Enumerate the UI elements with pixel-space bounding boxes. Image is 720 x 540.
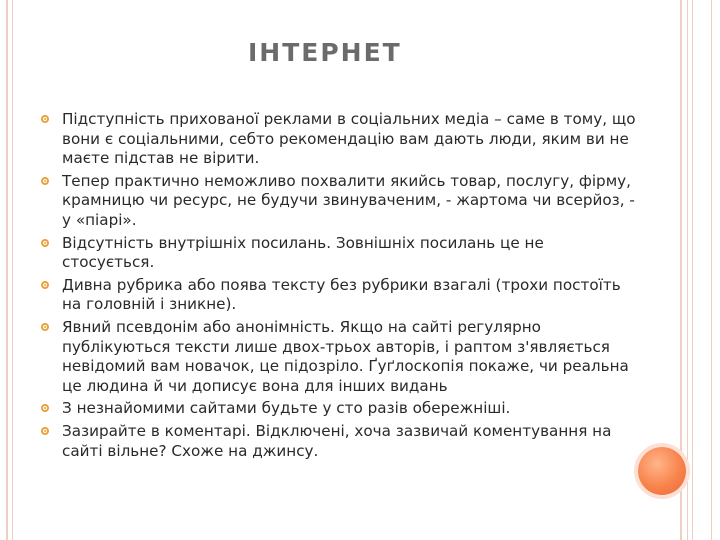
right-border-line [692,0,693,540]
bullet-item [38,172,638,231]
bullet-circle-icon [41,239,49,247]
bullet-circle-icon [41,404,49,412]
bullet-text: Дивна рубрика або поява тексту без рубрики взагалі (трохи постоїть на головній і зникне). [62,275,621,314]
decorative-orange-circle-icon [638,447,686,495]
bullet-text: З незнайомими сайтами будьте у сто разів обережніші. [62,399,511,418]
right-border-line-outer [711,0,712,540]
bullet-item [38,422,638,461]
bullet-circle-icon [41,323,49,331]
bullet-text: Явний псевдонім або анонімність. Якщо на сайті регулярно публікуються тексти лише двох-трьох авторів, і раптом з'являється невідомий вам новачок, це підозріло. Ґуґлоскопія покаже, чи реальна це людина й чи дописує вона для інших видань [62,317,629,395]
left-border-line-inner [12,0,13,540]
bullet-circle-icon [41,115,49,123]
left-border-line [6,0,8,540]
bullet-item [38,276,638,315]
bullet-text: Зазирайте в коментарі. Відключені, хоча зазвичай коментування на сайті вільне? Схоже на джинсу. [62,421,612,460]
right-border-line [687,0,688,540]
bullet-text: Тепер практично неможливо похвалити якийсь товар, послугу, фірму, крамницю чи ресурс, не будучи звинуваченим, - жартома чи всерйоз, - у «піарі». [62,171,635,229]
bullet-text: Підступність прихованої реклами в соціальних медіа – саме в тому, що вони є соціальними, себто рекомендацію вам дають люди, яким ви не маєте підстав не вірити. [62,110,636,168]
bullet-circle-icon [41,281,49,289]
bullet-circle-icon [41,177,49,185]
bullet-list [38,110,638,464]
bullet-circle-icon [41,427,49,435]
slide-title: ІНТЕРНЕТ [248,38,402,67]
bullet-item [38,399,638,419]
bullet-item [38,110,638,169]
bullet-text: Відсутність внутрішніх посилань. Зовнішніх посилань це не стосується. [62,233,544,272]
bullet-item [38,318,638,396]
bullet-item [38,234,638,273]
